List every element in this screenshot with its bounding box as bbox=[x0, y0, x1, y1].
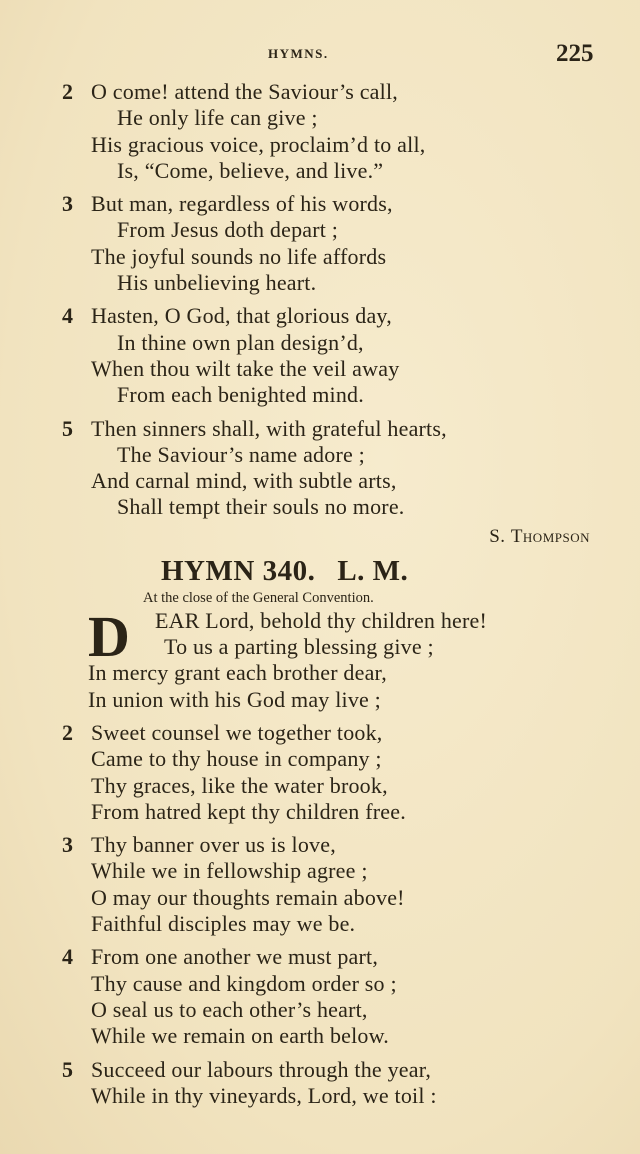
stanza-2 bbox=[62, 79, 602, 184]
stanza-1 bbox=[62, 603, 602, 713]
stanza-number: 5 bbox=[62, 415, 73, 441]
hymn-subtitle: At the close of the General Convention. bbox=[143, 589, 374, 606]
verse-line: The joyful sounds no life affords bbox=[91, 243, 387, 269]
verse-line: Succeed our labours through the year, bbox=[91, 1056, 432, 1082]
verse-line: From one another we must part, bbox=[91, 944, 379, 970]
verse-line: While in thy vineyards, Lord, we toil : bbox=[91, 1082, 437, 1108]
verse-line: Then sinners shall, with grateful hearts, bbox=[91, 415, 447, 441]
stanza-3 bbox=[62, 832, 602, 937]
verse-line: EAR Lord, behold thy children here! bbox=[155, 607, 488, 633]
stanza-2 bbox=[62, 720, 602, 825]
verse-line: In mercy grant each brother dear, bbox=[88, 660, 387, 686]
verse-line: O come! attend the Saviour’s call, bbox=[91, 79, 398, 104]
verse-line: O seal us to each other’s heart, bbox=[91, 996, 368, 1022]
verse-line: And carnal mind, with subtle arts, bbox=[91, 468, 397, 494]
verse-line: When thou wilt take the veil away bbox=[91, 355, 400, 381]
stanza-5 bbox=[62, 1057, 602, 1110]
hymn-title bbox=[62, 554, 602, 588]
hymn-author bbox=[62, 524, 602, 550]
stanza-number: 4 bbox=[62, 944, 73, 970]
verse-line: He only life can give ; bbox=[117, 105, 318, 131]
verse-line: While we in fellowship agree ; bbox=[91, 858, 368, 884]
previous-hymn bbox=[62, 79, 602, 521]
verse-line: Shall tempt their souls no more. bbox=[117, 494, 405, 520]
verse-line: But man, regardless of his words, bbox=[91, 191, 393, 217]
running-head-title: HYMNS. bbox=[268, 46, 329, 61]
verse-line: O may our thoughts remain above! bbox=[91, 884, 405, 910]
verse-line: Came to thy house in company ; bbox=[91, 746, 382, 772]
stanza-5 bbox=[62, 416, 602, 521]
verse-line: While we remain on earth below. bbox=[91, 1023, 389, 1049]
verse-line: From hatred kept thy children free. bbox=[91, 798, 406, 824]
verse-line: Sweet counsel we together took, bbox=[91, 719, 383, 745]
stanza-number: 3 bbox=[62, 832, 73, 858]
stanza-number: 5 bbox=[62, 1056, 73, 1082]
verse-line: The Saviour’s name adore ; bbox=[117, 441, 365, 467]
verse-line: Thy banner over us is love, bbox=[91, 832, 336, 858]
verse-line: In union with his God may live ; bbox=[88, 686, 381, 712]
hymn-number: HYMN 340. bbox=[161, 554, 316, 587]
verse-line: Is, “Come, believe, and live.” bbox=[117, 157, 384, 183]
author-name: Thompson bbox=[510, 525, 590, 547]
author-initial: S. bbox=[489, 525, 506, 547]
verse-line: His gracious voice, proclaim’d to all, bbox=[91, 131, 426, 157]
hymn-340-stanzas bbox=[62, 720, 602, 1109]
stanza-number: 4 bbox=[62, 303, 73, 329]
stanza-number: 3 bbox=[62, 191, 73, 217]
verse-line: In thine own plan design’d, bbox=[117, 329, 364, 355]
page-body bbox=[62, 79, 602, 1116]
page-number: 225 bbox=[556, 40, 594, 67]
verse-line: His unbelieving heart. bbox=[117, 270, 317, 296]
verse-line: Hasten, O God, that glorious day, bbox=[91, 303, 392, 329]
stanza-4 bbox=[62, 944, 602, 1049]
stanza-3 bbox=[62, 191, 602, 296]
running-head bbox=[0, 40, 640, 66]
verse-line: From Jesus doth depart ; bbox=[117, 217, 339, 243]
verse-line: Thy graces, like the water brook, bbox=[91, 772, 388, 798]
verse-line: To us a parting blessing give ; bbox=[164, 634, 434, 660]
stanza-number: 2 bbox=[62, 719, 73, 745]
stanza-number: 2 bbox=[62, 79, 73, 104]
verse-line: From each benighted mind. bbox=[117, 382, 364, 408]
verse-line: Faithful disciples may we be. bbox=[91, 911, 356, 937]
stanza-4 bbox=[62, 303, 602, 408]
hymn-meter: L. M. bbox=[337, 554, 409, 587]
verse-line: Thy cause and kingdom order so ; bbox=[91, 970, 397, 996]
drop-cap: D bbox=[88, 603, 130, 669]
